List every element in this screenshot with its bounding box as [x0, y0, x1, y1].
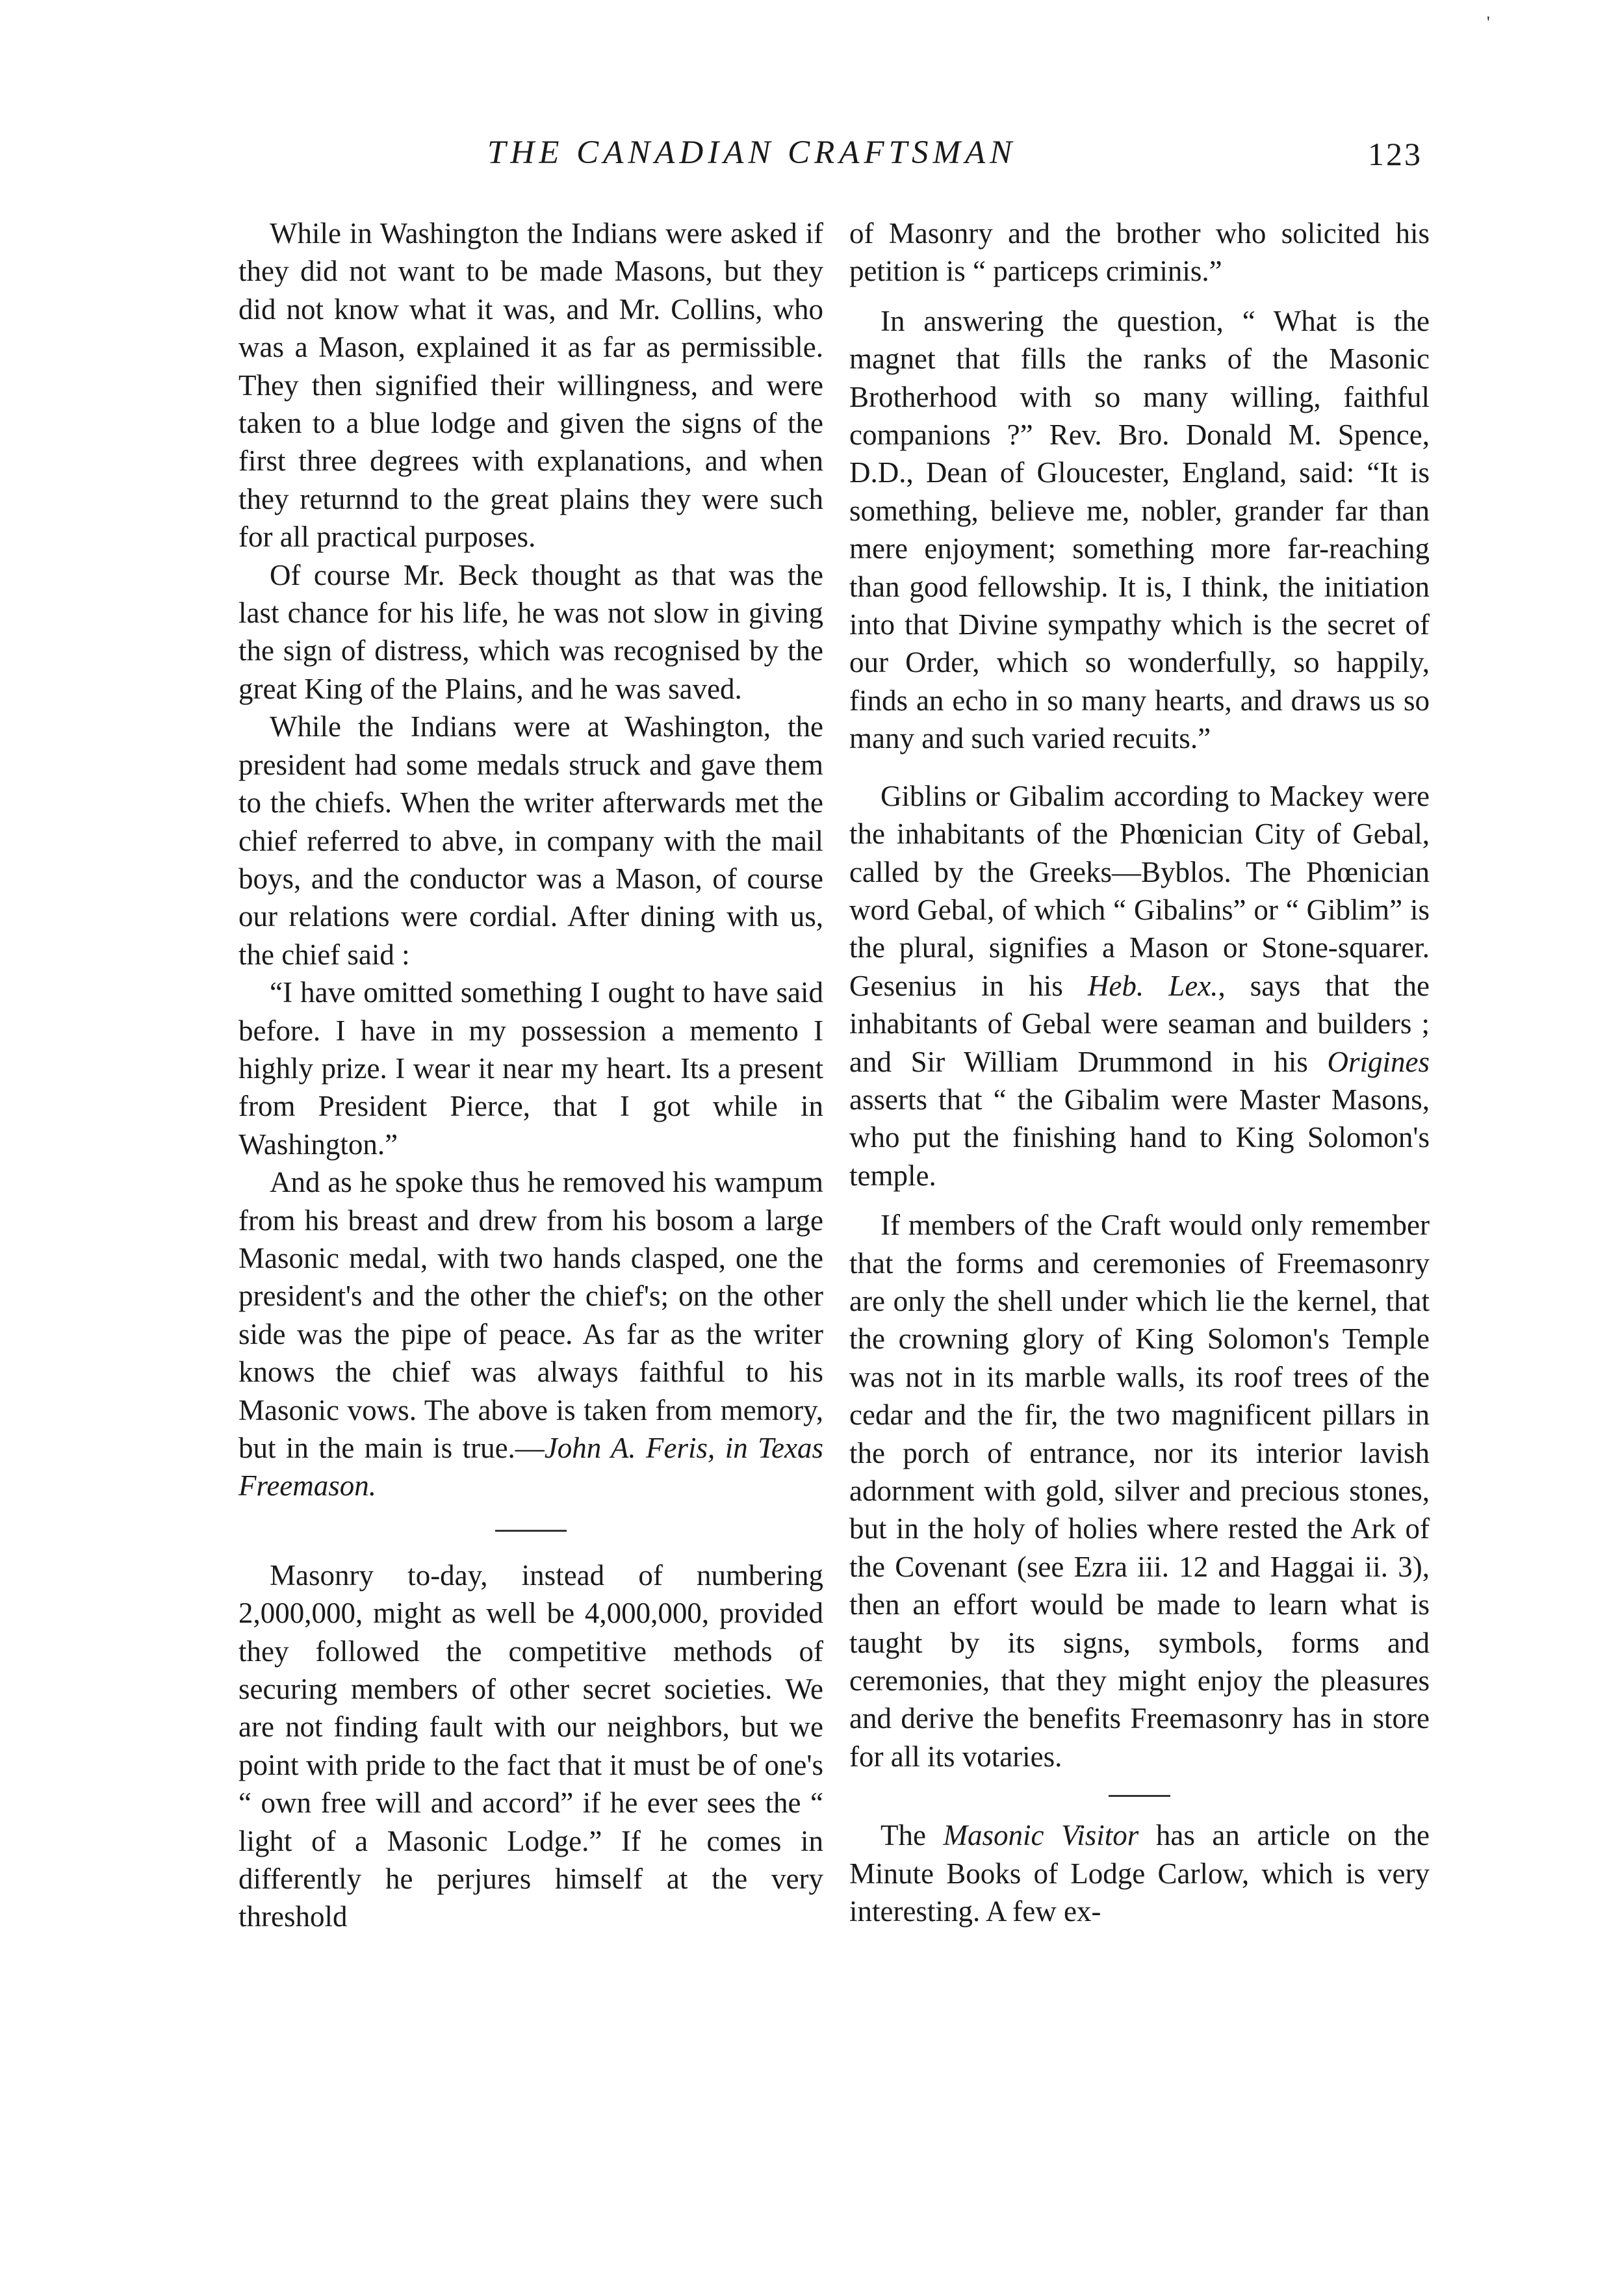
paragraph-members-of-craft: If members of the Craft would only remember that the forms and ceremonies of Freemasonry are only the shell under which lie the kernel, that the crowning glory of King Solomon's Temple was not in its marble walls, its roof trees of the cedar and the fir, the two magnificent pillars in the porch of entrance, nor its interior lavish adornment with gold, silver and precious stones, but in the holy of holies where rested the Ark of the Covenant (see Ezra iii. 12 and Haggai ii. 3), then an effort would be made to learn what is taught by its signs, symbols, forms and ceremonies, that they might enjoy the pleasures and derive the benefits Freemasonry has in store for all its votaries.	[849, 1209, 1430, 1773]
page-number: 123	[1368, 136, 1422, 172]
article-credit: John A. Feris, in Texas Freemason.	[238, 1432, 823, 1503]
visitor-text-b: has an article on the Minute Books of Lodge Carlow, which is very interesting. A few ex-	[849, 1819, 1430, 1928]
paragraph-masonry-today: Masonry to-day, instead of numbering 2,000,000, might as well be 4,000,000, provided they followed the competitive methods of securing members of other secret societies. We are not finding fault with our neighbors, but we point with pride to the fact that it must be of one's “ own free will and accord” if he ever sees the “ light of a Masonic Lodge.” If he comes in differently he perjures himself at the very threshold	[238, 1558, 823, 1933]
giblins-heb-lex: Heb. Lex.	[1087, 969, 1218, 1002]
page-corner-mark: '	[1487, 13, 1490, 32]
paragraph-masonic-visitor	[849, 1816, 1430, 1930]
paragraph-washington-indians: While in Washington the Indians were asked if they did not want to be made Masons, but they did not know what it was, and Mr. Collins, who was a Mason, explained it as far as permissible. They then signified their willingness, and were taken to a blue lodge and given the signs of the first three degrees with explanations, and when they returnnd to the great plains they were such for all practical purposes.	[238, 217, 823, 554]
section-divider	[495, 1530, 567, 1532]
paragraph-particeps: of Masonry and the brother who solicited his petition is “ particeps criminis.”	[849, 217, 1430, 288]
giblins-text-c: asserts that “ the Gibalim were Master Masons, who put the finishing hand to King Solomon's temple.	[849, 1083, 1430, 1192]
paragraph-magnet-question: In answering the question, “ What is the magnet that fills the ranks of the Masonic Brotherhood with so many willing, faithful companions ?” Rev. Bro. Donald M. Spence, D.D., Dean of Gloucester, England, said: “It is something, believe me, nobler, grander far than mere enjoyment; something more far-reaching than good fellowship. It is, I think, the initiation into that Divine sympathy which is the secret of our Order, which so wonderfully, so happily, finds an echo in so many hearts, and draws us so many and such varied recuits.”	[849, 304, 1430, 755]
giblins-text-a: Giblins or Gibalim according to Mackey were the inhabitants of the Phœnician City of Gebal, called by the Greeks—Byblos. The Phœnician word Gebal, of which “ Gibalins” or “ Giblim” is the plural, signifies a Mason or Stone-squarer. Gesenius in his	[849, 779, 1430, 1002]
giblins-origines: Origines	[1327, 1045, 1430, 1078]
left-column	[238, 214, 823, 1936]
paragraph-mr-beck: Of course Mr. Beck thought as that was the last chance for his life, he was not slow in giving the sign of distress, which was recognised by the great King of the Plains, and he was saved.	[238, 558, 823, 705]
visitor-text-a: The	[881, 1819, 944, 1852]
wampum-text: And as he spoke thus he removed his wampum from his breast and drew from his bosom a large Masonic medal, with two hands clasped, one the president's and the other the chief's; on the other side was the pipe of peace. As far as the writer knows the chief was always faithful to his Masonic vows. The above is taken from memory, but in the main is true.—	[238, 1166, 823, 1464]
paragraph-giblins	[849, 777, 1430, 1194]
visitor-title: Masonic Visitor	[943, 1819, 1139, 1852]
giblins-text-b: , says that the inhabitants of Gebal were seaman and builders ; and Sir William Drummond in his	[849, 969, 1430, 1078]
running-head: THE CANADIAN CRAFTSMAN	[487, 135, 1017, 171]
section-divider	[1109, 1795, 1170, 1797]
paragraph-medals: While the Indians were at Washington, the president had some medals struck and gave them to the chiefs. When the writer afterwards met the chief referred to abve, in company with the mail boys, and the conductor was a Mason, of course our relations were cordial. After dining with us, the chief said :	[238, 710, 823, 971]
paragraph-wampum	[238, 1163, 823, 1505]
paragraph-chief-quote: “I have omitted something I ought to have said before. I have in my possession a memento I highly prize. I wear it near my heart. Its a present from President Pierce, that I got while in Washington.”	[238, 976, 823, 1161]
right-column	[849, 214, 1430, 1930]
